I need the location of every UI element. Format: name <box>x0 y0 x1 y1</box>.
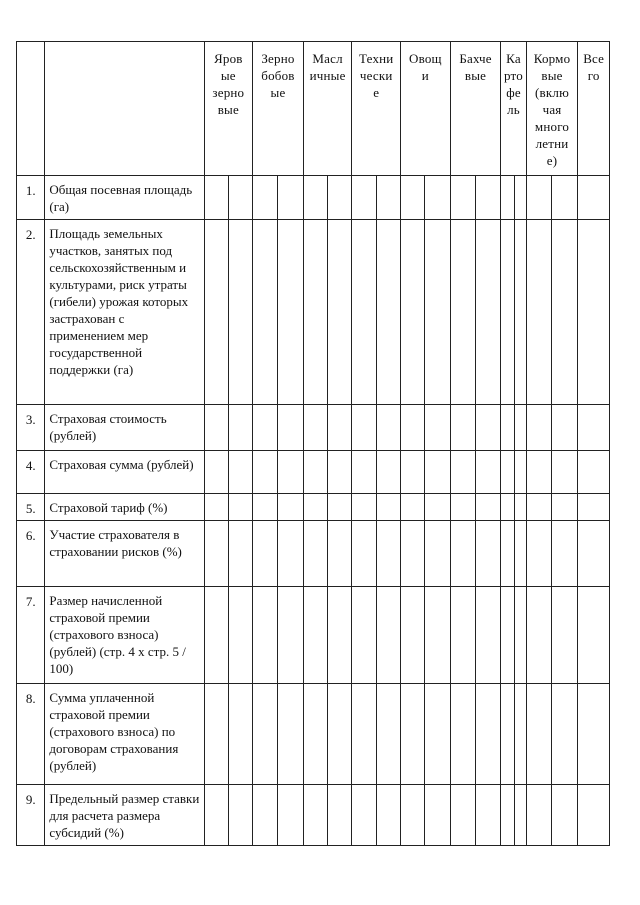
value-cell[interactable] <box>526 684 551 785</box>
value-cell[interactable] <box>204 405 228 451</box>
value-cell[interactable] <box>552 521 578 587</box>
header-line: Масл <box>312 51 343 66</box>
row-number: 8. <box>17 684 45 785</box>
value-cell[interactable] <box>228 587 252 684</box>
value-cell[interactable] <box>501 451 514 494</box>
value-cell[interactable] <box>204 521 228 587</box>
value-cell[interactable] <box>476 587 501 684</box>
value-cell[interactable] <box>552 494 578 521</box>
value-cell[interactable] <box>352 587 376 684</box>
header-line: вые <box>464 68 487 83</box>
value-cell[interactable] <box>425 785 450 846</box>
value-cell[interactable] <box>514 521 526 587</box>
value-cell[interactable] <box>253 587 278 684</box>
value-cell[interactable] <box>253 521 278 587</box>
value-cell[interactable] <box>514 220 526 405</box>
table-row <box>17 521 610 587</box>
value-cell[interactable] <box>552 587 578 684</box>
header-line: Овощ <box>408 51 442 66</box>
value-cell[interactable] <box>501 785 514 846</box>
value-cell[interactable] <box>204 684 228 785</box>
value-cell[interactable] <box>425 494 450 521</box>
value-cell[interactable] <box>514 176 526 220</box>
value-cell[interactable] <box>303 785 327 846</box>
value-cell[interactable] <box>376 494 400 521</box>
row-label: Площадь земельных участков, занятых под сельскохозяйственным и культурами, риск утраты (гибели) урожая которых застрахован с применением мер государственной поддержки (га) <box>45 220 204 405</box>
row-number: 1. <box>17 176 45 220</box>
value-cell[interactable] <box>253 684 278 785</box>
value-cell[interactable] <box>376 587 400 684</box>
value-cell[interactable] <box>228 684 252 785</box>
header-line: е <box>373 85 380 100</box>
header-line: Техни <box>359 51 394 66</box>
header-line: Кормо <box>533 51 571 66</box>
value-cell[interactable] <box>253 451 278 494</box>
table-row <box>17 405 610 451</box>
value-cell[interactable] <box>376 521 400 587</box>
value-cell[interactable] <box>578 405 610 451</box>
value-cell[interactable] <box>526 785 551 846</box>
value-cell[interactable] <box>253 176 278 220</box>
value-cell[interactable] <box>450 220 475 405</box>
col-header-legumes <box>253 42 304 176</box>
value-cell[interactable] <box>401 176 425 220</box>
value-cell[interactable] <box>552 451 578 494</box>
value-cell[interactable] <box>278 587 303 684</box>
value-cell[interactable] <box>303 521 327 587</box>
value-cell[interactable] <box>376 176 400 220</box>
value-cell[interactable] <box>578 587 610 684</box>
value-cell[interactable] <box>425 405 450 451</box>
header-row <box>17 42 610 176</box>
value-cell[interactable] <box>328 494 352 521</box>
row-number: 3. <box>17 405 45 451</box>
value-cell[interactable] <box>328 785 352 846</box>
value-cell[interactable] <box>328 587 352 684</box>
header-line: ичные <box>309 68 346 83</box>
value-cell[interactable] <box>278 494 303 521</box>
value-cell[interactable] <box>476 451 501 494</box>
header-line: Зерно <box>261 51 295 66</box>
value-cell[interactable] <box>514 684 526 785</box>
value-cell[interactable] <box>303 684 327 785</box>
value-cell[interactable] <box>303 451 327 494</box>
value-cell[interactable] <box>501 220 514 405</box>
value-cell[interactable] <box>526 405 551 451</box>
value-cell[interactable] <box>352 405 376 451</box>
value-cell[interactable] <box>450 785 475 846</box>
header-line: ые <box>270 85 286 100</box>
row-number: 9. <box>17 785 45 846</box>
value-cell[interactable] <box>501 587 514 684</box>
table-body <box>17 42 610 846</box>
value-cell[interactable] <box>552 220 578 405</box>
value-cell[interactable] <box>253 785 278 846</box>
value-cell[interactable] <box>526 521 551 587</box>
value-cell[interactable] <box>476 176 501 220</box>
col-header-oilseeds <box>303 42 352 176</box>
value-cell[interactable] <box>278 176 303 220</box>
value-cell[interactable] <box>352 684 376 785</box>
value-cell[interactable] <box>476 521 501 587</box>
value-cell[interactable] <box>303 587 327 684</box>
table-row <box>17 220 610 405</box>
row-label: Предельный размер ставки для расчета размера субсидий (%) <box>45 785 204 846</box>
value-cell[interactable] <box>526 220 551 405</box>
value-cell[interactable] <box>253 220 278 405</box>
value-cell[interactable] <box>401 494 425 521</box>
value-cell[interactable] <box>578 451 610 494</box>
col-header-melons <box>450 42 501 176</box>
value-cell[interactable] <box>253 494 278 521</box>
header-line: бобов <box>261 68 295 83</box>
value-cell[interactable] <box>401 785 425 846</box>
value-cell[interactable] <box>376 451 400 494</box>
row-label: Размер начисленной страховой премии (страхового взноса) (рублей) (стр. 4 x стр. 5 / 100) <box>45 587 204 684</box>
value-cell[interactable] <box>352 451 376 494</box>
header-line: рто <box>504 68 523 83</box>
table-row <box>17 587 610 684</box>
value-cell[interactable] <box>578 220 610 405</box>
value-cell[interactable] <box>204 176 228 220</box>
value-cell[interactable] <box>401 521 425 587</box>
value-cell[interactable] <box>476 684 501 785</box>
value-cell[interactable] <box>376 785 400 846</box>
value-cell[interactable] <box>228 176 252 220</box>
value-cell[interactable] <box>228 405 252 451</box>
value-cell[interactable] <box>376 684 400 785</box>
value-cell[interactable] <box>552 785 578 846</box>
header-line: Яров <box>214 51 243 66</box>
value-cell[interactable] <box>228 785 252 846</box>
value-cell[interactable] <box>328 451 352 494</box>
value-cell[interactable] <box>228 494 252 521</box>
value-cell[interactable] <box>328 521 352 587</box>
value-cell[interactable] <box>514 405 526 451</box>
value-cell[interactable] <box>552 176 578 220</box>
value-cell[interactable] <box>501 521 514 587</box>
value-cell[interactable] <box>401 220 425 405</box>
value-cell[interactable] <box>204 587 228 684</box>
value-cell[interactable] <box>514 451 526 494</box>
table-row <box>17 176 610 220</box>
value-cell[interactable] <box>514 785 526 846</box>
value-cell[interactable] <box>425 521 450 587</box>
header-line: фе <box>506 85 521 100</box>
value-cell[interactable] <box>450 521 475 587</box>
header-line: и <box>421 68 429 83</box>
value-cell[interactable] <box>204 451 228 494</box>
value-cell[interactable] <box>578 684 610 785</box>
value-cell[interactable] <box>450 405 475 451</box>
value-cell[interactable] <box>425 220 450 405</box>
header-line: вые <box>541 68 563 83</box>
row-label: Общая посевная площадь (га) <box>45 176 204 220</box>
col-header-vegetables <box>401 42 451 176</box>
header-line: чески <box>359 68 393 83</box>
value-cell[interactable] <box>514 587 526 684</box>
value-cell[interactable] <box>578 494 610 521</box>
value-cell[interactable] <box>526 494 551 521</box>
row-number: 2. <box>17 220 45 405</box>
value-cell[interactable] <box>578 521 610 587</box>
header-line: ые <box>220 68 236 83</box>
value-cell[interactable] <box>352 521 376 587</box>
value-cell[interactable] <box>450 494 475 521</box>
col-header-total <box>578 42 610 176</box>
value-cell[interactable] <box>425 684 450 785</box>
value-cell[interactable] <box>425 451 450 494</box>
value-cell[interactable] <box>401 405 425 451</box>
row-label: Страховая сумма (рублей) <box>45 451 204 494</box>
row-number: 4. <box>17 451 45 494</box>
value-cell[interactable] <box>228 521 252 587</box>
value-cell[interactable] <box>328 176 352 220</box>
value-cell[interactable] <box>228 451 252 494</box>
value-cell[interactable] <box>228 220 252 405</box>
row-label: Сумма уплаченной страховой премии (страхового взноса) по договорам страхования (рублей) <box>45 684 204 785</box>
row-number: 6. <box>17 521 45 587</box>
value-cell[interactable] <box>476 494 501 521</box>
value-cell[interactable] <box>278 220 303 405</box>
header-line: ль <box>507 102 520 117</box>
header-line: летни <box>535 136 569 151</box>
header-line: (вклю <box>535 85 570 100</box>
col-header-technical <box>352 42 401 176</box>
value-cell[interactable] <box>376 405 400 451</box>
col-header-potato <box>501 42 526 176</box>
value-cell[interactable] <box>514 494 526 521</box>
value-cell[interactable] <box>352 785 376 846</box>
value-cell[interactable] <box>352 176 376 220</box>
table-row <box>17 684 610 785</box>
col-header-fodder <box>526 42 578 176</box>
value-cell[interactable] <box>526 451 551 494</box>
value-cell[interactable] <box>552 684 578 785</box>
header-line: чая <box>542 102 562 117</box>
value-cell[interactable] <box>450 451 475 494</box>
value-cell[interactable] <box>204 220 228 405</box>
value-cell[interactable] <box>450 176 475 220</box>
value-cell[interactable] <box>352 220 376 405</box>
value-cell[interactable] <box>476 785 501 846</box>
value-cell[interactable] <box>204 785 228 846</box>
value-cell[interactable] <box>501 494 514 521</box>
value-cell[interactable] <box>401 451 425 494</box>
value-cell[interactable] <box>526 176 551 220</box>
value-cell[interactable] <box>501 405 514 451</box>
table-row <box>17 785 610 846</box>
value-cell[interactable] <box>303 220 327 405</box>
value-cell[interactable] <box>425 176 450 220</box>
value-cell[interactable] <box>328 405 352 451</box>
header-line: вые <box>217 102 239 117</box>
value-cell[interactable] <box>501 176 514 220</box>
header-line: Бахче <box>459 51 492 66</box>
header-line: го <box>587 68 600 83</box>
row-label: Страховая стоимость (рублей) <box>45 405 204 451</box>
value-cell[interactable] <box>303 494 327 521</box>
table-row <box>17 451 610 494</box>
value-cell[interactable] <box>328 220 352 405</box>
row-label: Участие страхователя в страховании рисков (%) <box>45 521 204 587</box>
value-cell[interactable] <box>578 176 610 220</box>
row-label: Страховой тариф (%) <box>45 494 204 521</box>
header-label-cell <box>45 42 204 176</box>
value-cell[interactable] <box>450 684 475 785</box>
value-cell[interactable] <box>376 220 400 405</box>
header-line: е) <box>546 153 558 168</box>
row-number: 7. <box>17 587 45 684</box>
value-cell[interactable] <box>401 587 425 684</box>
header-line: Все <box>583 51 605 66</box>
value-cell[interactable] <box>476 405 501 451</box>
value-cell[interactable] <box>278 521 303 587</box>
value-cell[interactable] <box>352 494 376 521</box>
value-cell[interactable] <box>278 405 303 451</box>
header-line: зерно <box>212 85 245 100</box>
value-cell[interactable] <box>328 684 352 785</box>
insurance-table <box>16 41 610 846</box>
value-cell[interactable] <box>425 587 450 684</box>
row-number: 5. <box>17 494 45 521</box>
value-cell[interactable] <box>278 684 303 785</box>
value-cell[interactable] <box>278 451 303 494</box>
value-cell[interactable] <box>501 684 514 785</box>
value-cell[interactable] <box>253 405 278 451</box>
header-line: Ка <box>506 51 521 66</box>
col-header-spring-grain <box>204 42 253 176</box>
header-line: много <box>534 119 570 134</box>
header-num-cell <box>17 42 45 176</box>
value-cell[interactable] <box>476 220 501 405</box>
value-cell[interactable] <box>303 405 327 451</box>
table-row <box>17 494 610 521</box>
value-cell[interactable] <box>303 176 327 220</box>
value-cell[interactable] <box>526 587 551 684</box>
value-cell[interactable] <box>401 684 425 785</box>
value-cell[interactable] <box>552 405 578 451</box>
value-cell[interactable] <box>578 785 610 846</box>
value-cell[interactable] <box>278 785 303 846</box>
value-cell[interactable] <box>204 494 228 521</box>
value-cell[interactable] <box>450 587 475 684</box>
